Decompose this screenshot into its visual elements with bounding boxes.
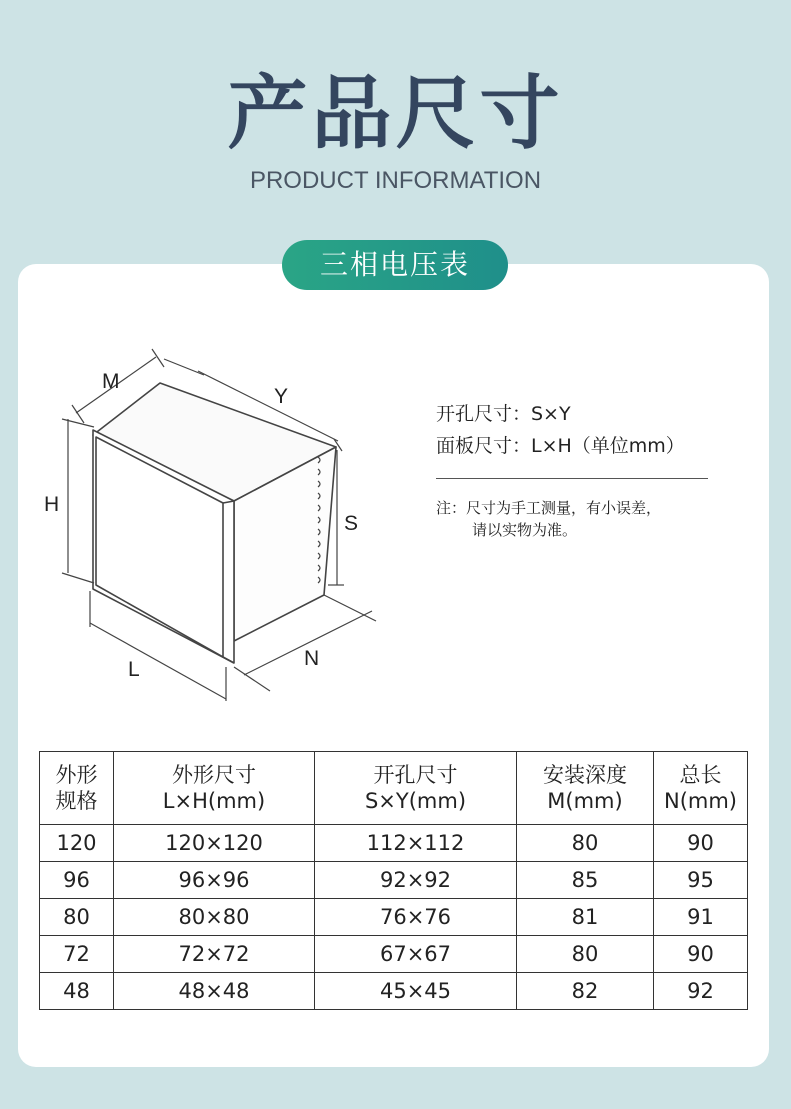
header-cutout-size: 开孔尺寸 S×Y(mm) [315,752,517,825]
header-total-length: 总长 N(mm) [654,752,748,825]
table-cell: 92 [654,973,748,1010]
label-n: N [304,647,320,670]
table-cell: 72×72 [114,936,315,973]
table-cell: 45×45 [315,973,517,1010]
label-y: Y [274,385,289,408]
note-line-2: 请以实物为准。 [472,521,578,539]
dimension-info [436,398,685,462]
table-cell: 85 [517,862,654,899]
header-model: 外形 规格 [40,752,114,825]
table-cell: 80×80 [114,899,315,936]
table-cell: 76×76 [315,899,517,936]
header-install-depth: 安装深度 M(mm) [517,752,654,825]
table-cell: 80 [40,899,114,936]
label-h: H [44,493,60,516]
table-cell: 90 [654,825,748,862]
panel-size-text: 面板尺寸：L×H（单位mm） [436,435,685,457]
table-cell: 80 [517,825,654,862]
product-badge: 三相电压表 [282,240,508,290]
table-cell: 81 [517,899,654,936]
table-row [40,936,748,973]
page-subtitle: PRODUCT INFORMATION [249,167,542,194]
table-cell: 96×96 [114,862,315,899]
divider [436,478,708,479]
label-s: S [344,512,359,535]
table-cell: 95 [654,862,748,899]
table-cell: 82 [517,973,654,1010]
cutout-size-text: 开孔尺寸：S×Y [436,403,571,425]
spec-table [39,751,748,1010]
table-cell: 67×67 [315,936,517,973]
table-cell: 112×112 [315,825,517,862]
measurement-note [436,497,661,541]
table-cell: 120 [40,825,114,862]
table-row [40,825,748,862]
table-cell: 120×120 [114,825,315,862]
table-cell: 96 [40,862,114,899]
table-cell: 92×92 [315,862,517,899]
page-title: 产品尺寸 [227,67,564,160]
table-cell: 48 [40,973,114,1010]
table-cell: 80 [517,936,654,973]
table-cell: 91 [654,899,748,936]
table-row [40,862,748,899]
table-header-row [40,752,748,825]
label-m: M [102,370,120,393]
table-cell: 72 [40,936,114,973]
note-line-1: 注：尺寸为手工测量，有小误差， [436,499,662,517]
table-cell: 90 [654,936,748,973]
header-outer-size: 外形尺寸 L×H(mm) [114,752,315,825]
label-l: L [128,658,140,681]
table-cell: 48×48 [114,973,315,1010]
dimension-diagram [38,345,398,715]
table-row [40,899,748,936]
table-row [40,973,748,1010]
